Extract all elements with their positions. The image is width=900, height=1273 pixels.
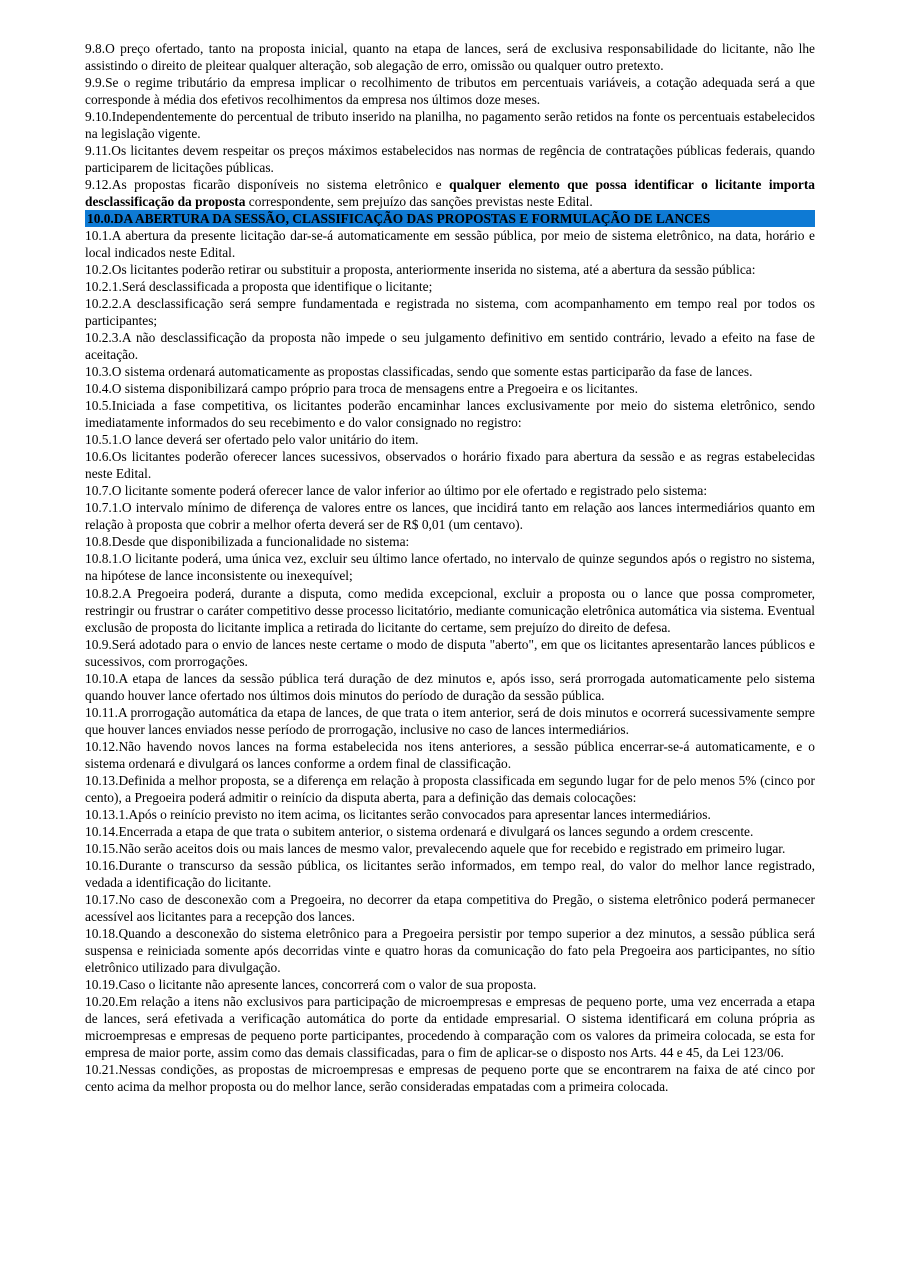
clause-10-7: 10.7.O licitante somente poderá oferecer lance de valor inferior ao último por ele ofertado e registrado pelo sistema: — [85, 483, 708, 499]
clause-10-11: 10.11.A prorrogação automática da etapa de lances, de que trata o item anterior, será de dois minutos e ocorrerá sucessivamente sempre que houver lances enviados nesse período de prorrogação, inclusive no caso de lances intermediários. — [85, 704, 815, 737]
clause-10-7-1: 10.7.1.O intervalo mínimo de diferença de valores entre os lances, que incidirá tanto em relação aos lances intermediários quanto em relação à proposta que cobrir a melhor oferta deverá ser de R$ 0,01 (um centavo). — [85, 500, 815, 533]
clause-10-4: 10.4.O sistema disponibilizará campo próprio para troca de mensagens entre a Pregoeira e os licitantes. — [85, 381, 638, 397]
clause-10-14: 10.14.Encerrada a etapa de que trata o subitem anterior, o sistema ordenará e divulgará os lances segundo a ordem crescente. — [85, 823, 754, 839]
clause-9-10: 9.10.Independentemente do percentual de tributo inserido na planilha, no pagamento serão retidos na fonte os percentuais estabelecidos na legislação vigente. — [85, 109, 815, 142]
clause-9-9: 9.9.Se o regime tributário da empresa implicar o recolhimento de tributos em percentuais variáveis, a cotação adequada será a que corresponde à média dos efetivos recolhimentos da empresa nos últimos doze meses. — [85, 75, 815, 108]
clause-10-10: 10.10.A etapa de lances da sessão pública terá duração de dez minutos e, após isso, será prorrogada automaticamente pelo sistema quando houver lance ofertado nos últimos dois minutos do período de duração da sessão pública. — [85, 670, 815, 703]
clause-10-12: 10.12.Não havendo novos lances na forma estabelecida nos itens anteriores, a sessão pública encerrar-se-á automaticamente, e o sistema ordenará e divulgará os lances conforme a ordem final de classificação. — [85, 738, 815, 771]
section-10-header: 10.0.DA ABERTURA DA SESSÃO, CLASSIFICAÇÃO DAS PROPOSTAS E FORMULAÇÃO DE LANCES — [85, 210, 815, 227]
clause-10-8: 10.8.Desde que disponibilizada a funcionalidade no sistema: — [85, 534, 410, 550]
clause-9-12-post: correspondente, sem prejuízo das sanções previstas neste Edital. — [245, 194, 593, 210]
clause-9-12 — [85, 176, 815, 210]
clause-10-17: 10.17.No caso de desconexão com a Pregoeira, no decorrer da etapa competitiva do Pregão, o sistema eletrônico poderá permanecer acessível aos licitantes para a recepção dos lances. — [85, 891, 815, 924]
clause-10-5: 10.5.Iniciada a fase competitiva, os licitantes poderão encaminhar lances exclusivamente por meio do sistema eletrônico, sendo imediatamente informados do seu recebimento e do valor consignado no registro: — [85, 398, 815, 431]
clause-10-2: 10.2.Os licitantes poderão retirar ou substituir a proposta, anteriormente inserida no sistema, até a abertura da sessão pública: — [85, 262, 756, 278]
clause-10-19: 10.19.Caso o licitante não apresente lances, concorrerá com o valor de sua proposta. — [85, 976, 537, 992]
clause-10-16: 10.16.Durante o transcurso da sessão pública, os licitantes serão informados, em tempo real, do valor do melhor lance registrado, vedada a identificação do licitante. — [85, 857, 815, 890]
clause-10-2-3: 10.2.3.A não desclassificação da proposta não impede o seu julgamento definitivo em sentido contrário, levado a efeito na fase de aceitação. — [85, 330, 815, 363]
clause-9-12-pre: 9.12.As propostas ficarão disponíveis no sistema eletrônico e — [85, 177, 450, 193]
clause-10-5-1: 10.5.1.O lance deverá ser ofertado pelo valor unitário do item. — [85, 432, 419, 448]
clause-10-1: 10.1.A abertura da presente licitação dar-se-á automaticamente em sessão pública, por meio de sistema eletrônico, na data, horário e local indicados neste Edital. — [85, 228, 815, 261]
clause-10-2-1: 10.2.1.Será desclassificada a proposta que identifique o licitante; — [85, 279, 433, 295]
clause-9-11: 9.11.Os licitantes devem respeitar os preços máximos estabelecidos nas normas de regência de contratações públicas federais, quando participarem de licitações públicas. — [85, 143, 815, 176]
clause-10-9: 10.9.Será adotado para o envio de lances neste certame o modo de disputa "aberto", em que os licitantes apresentarão lances públicos e sucessivos, com prorrogações. — [85, 636, 815, 669]
clause-10-8-2: 10.8.2.A Pregoeira poderá, durante a disputa, como medida excepcional, excluir a proposta ou o lance que possa comprometer, restringir ou frustrar o caráter competitivo desse processo licitatório, mediante comunicação eletrônica automática via sistema. Eventual exclusão de proposta do licitante implica a retirada do licitante do certame, sem prejuízo do direito de defesa. — [85, 585, 815, 635]
clause-10-13-1: 10.13.1.Após o reinício previsto no item acima, os licitantes serão convocados para apresentar lances intermediários. — [85, 806, 711, 822]
clause-10-15: 10.15.Não serão aceitos dois ou mais lances de mesmo valor, prevalecendo aquele que for recebido e registrado em primeiro lugar. — [85, 840, 786, 856]
clause-10-13: 10.13.Definida a melhor proposta, se a diferença em relação à proposta classificada em segundo lugar for de pelo menos 5% (cinco por cento), a Pregoeira poderá admitir o reinício da disputa aberta, para a definição das demais colocações: — [85, 772, 815, 805]
clause-9-8: 9.8.O preço ofertado, tanto na proposta inicial, quanto na etapa de lances, será de exclusiva responsabilidade do licitante, não lhe assistindo o direito de pleitear qualquer alteração, sob alegação de erro, omissão ou qualquer outro pretexto. — [85, 41, 815, 74]
clause-10-18: 10.18.Quando a desconexão do sistema eletrônico para a Pregoeira persistir por tempo superior a dez minutos, a sessão pública será suspensa e reiniciada somente após decorridas vinte e quatro horas da comunicação do fato pela Pregoeira aos participantes, no sítio eletrônico utilizado para divulgação. — [85, 925, 815, 975]
clause-10-8-1: 10.8.1.O licitante poderá, uma única vez, excluir seu último lance ofertado, no intervalo de quinze segundos após o registro no sistema, na hipótese de lance inconsistente ou inexequível; — [85, 551, 815, 584]
clause-10-3: 10.3.O sistema ordenará automaticamente as propostas classificadas, sendo que somente estas participarão da fase de lances. — [85, 364, 753, 380]
clause-10-2-2: 10.2.2.A desclassificação será sempre fundamentada e registrada no sistema, com acompanhamento em tempo real por todos os participantes; — [85, 296, 815, 329]
clause-9-12-bold: qualquer elemento que possa identificar o licitante importa desclassificação da proposta — [85, 177, 815, 210]
clause-10-6: 10.6.Os licitantes poderão oferecer lances sucessivos, observados o horário fixado para abertura da sessão e as regras estabelecidas neste Edital. — [85, 449, 815, 482]
clause-10-21: 10.21.Nessas condições, as propostas de microempresas e empresas de pequeno porte que se encontrarem na faixa de até cinco por cento acima da melhor proposta ou do melhor lance, serão consideradas empatadas com a primeira colocada. — [85, 1061, 815, 1094]
clause-10-20: 10.20.Em relação a itens não exclusivos para participação de microempresas e empresas de pequeno porte, uma vez encerrada a etapa de lances, será efetivada a verificação automática do porte da entidade empresarial. O sistema identificará em coluna própria as microempresas e empresas de pequeno porte participantes, procedendo à comparação com os valores da primeira colocada, se esta for empresa de maior porte, assim como das demais classificadas, para o fim de aplicar-se o disposto nos Arts. 44 e 45, da Lei 123/06. — [85, 993, 815, 1060]
